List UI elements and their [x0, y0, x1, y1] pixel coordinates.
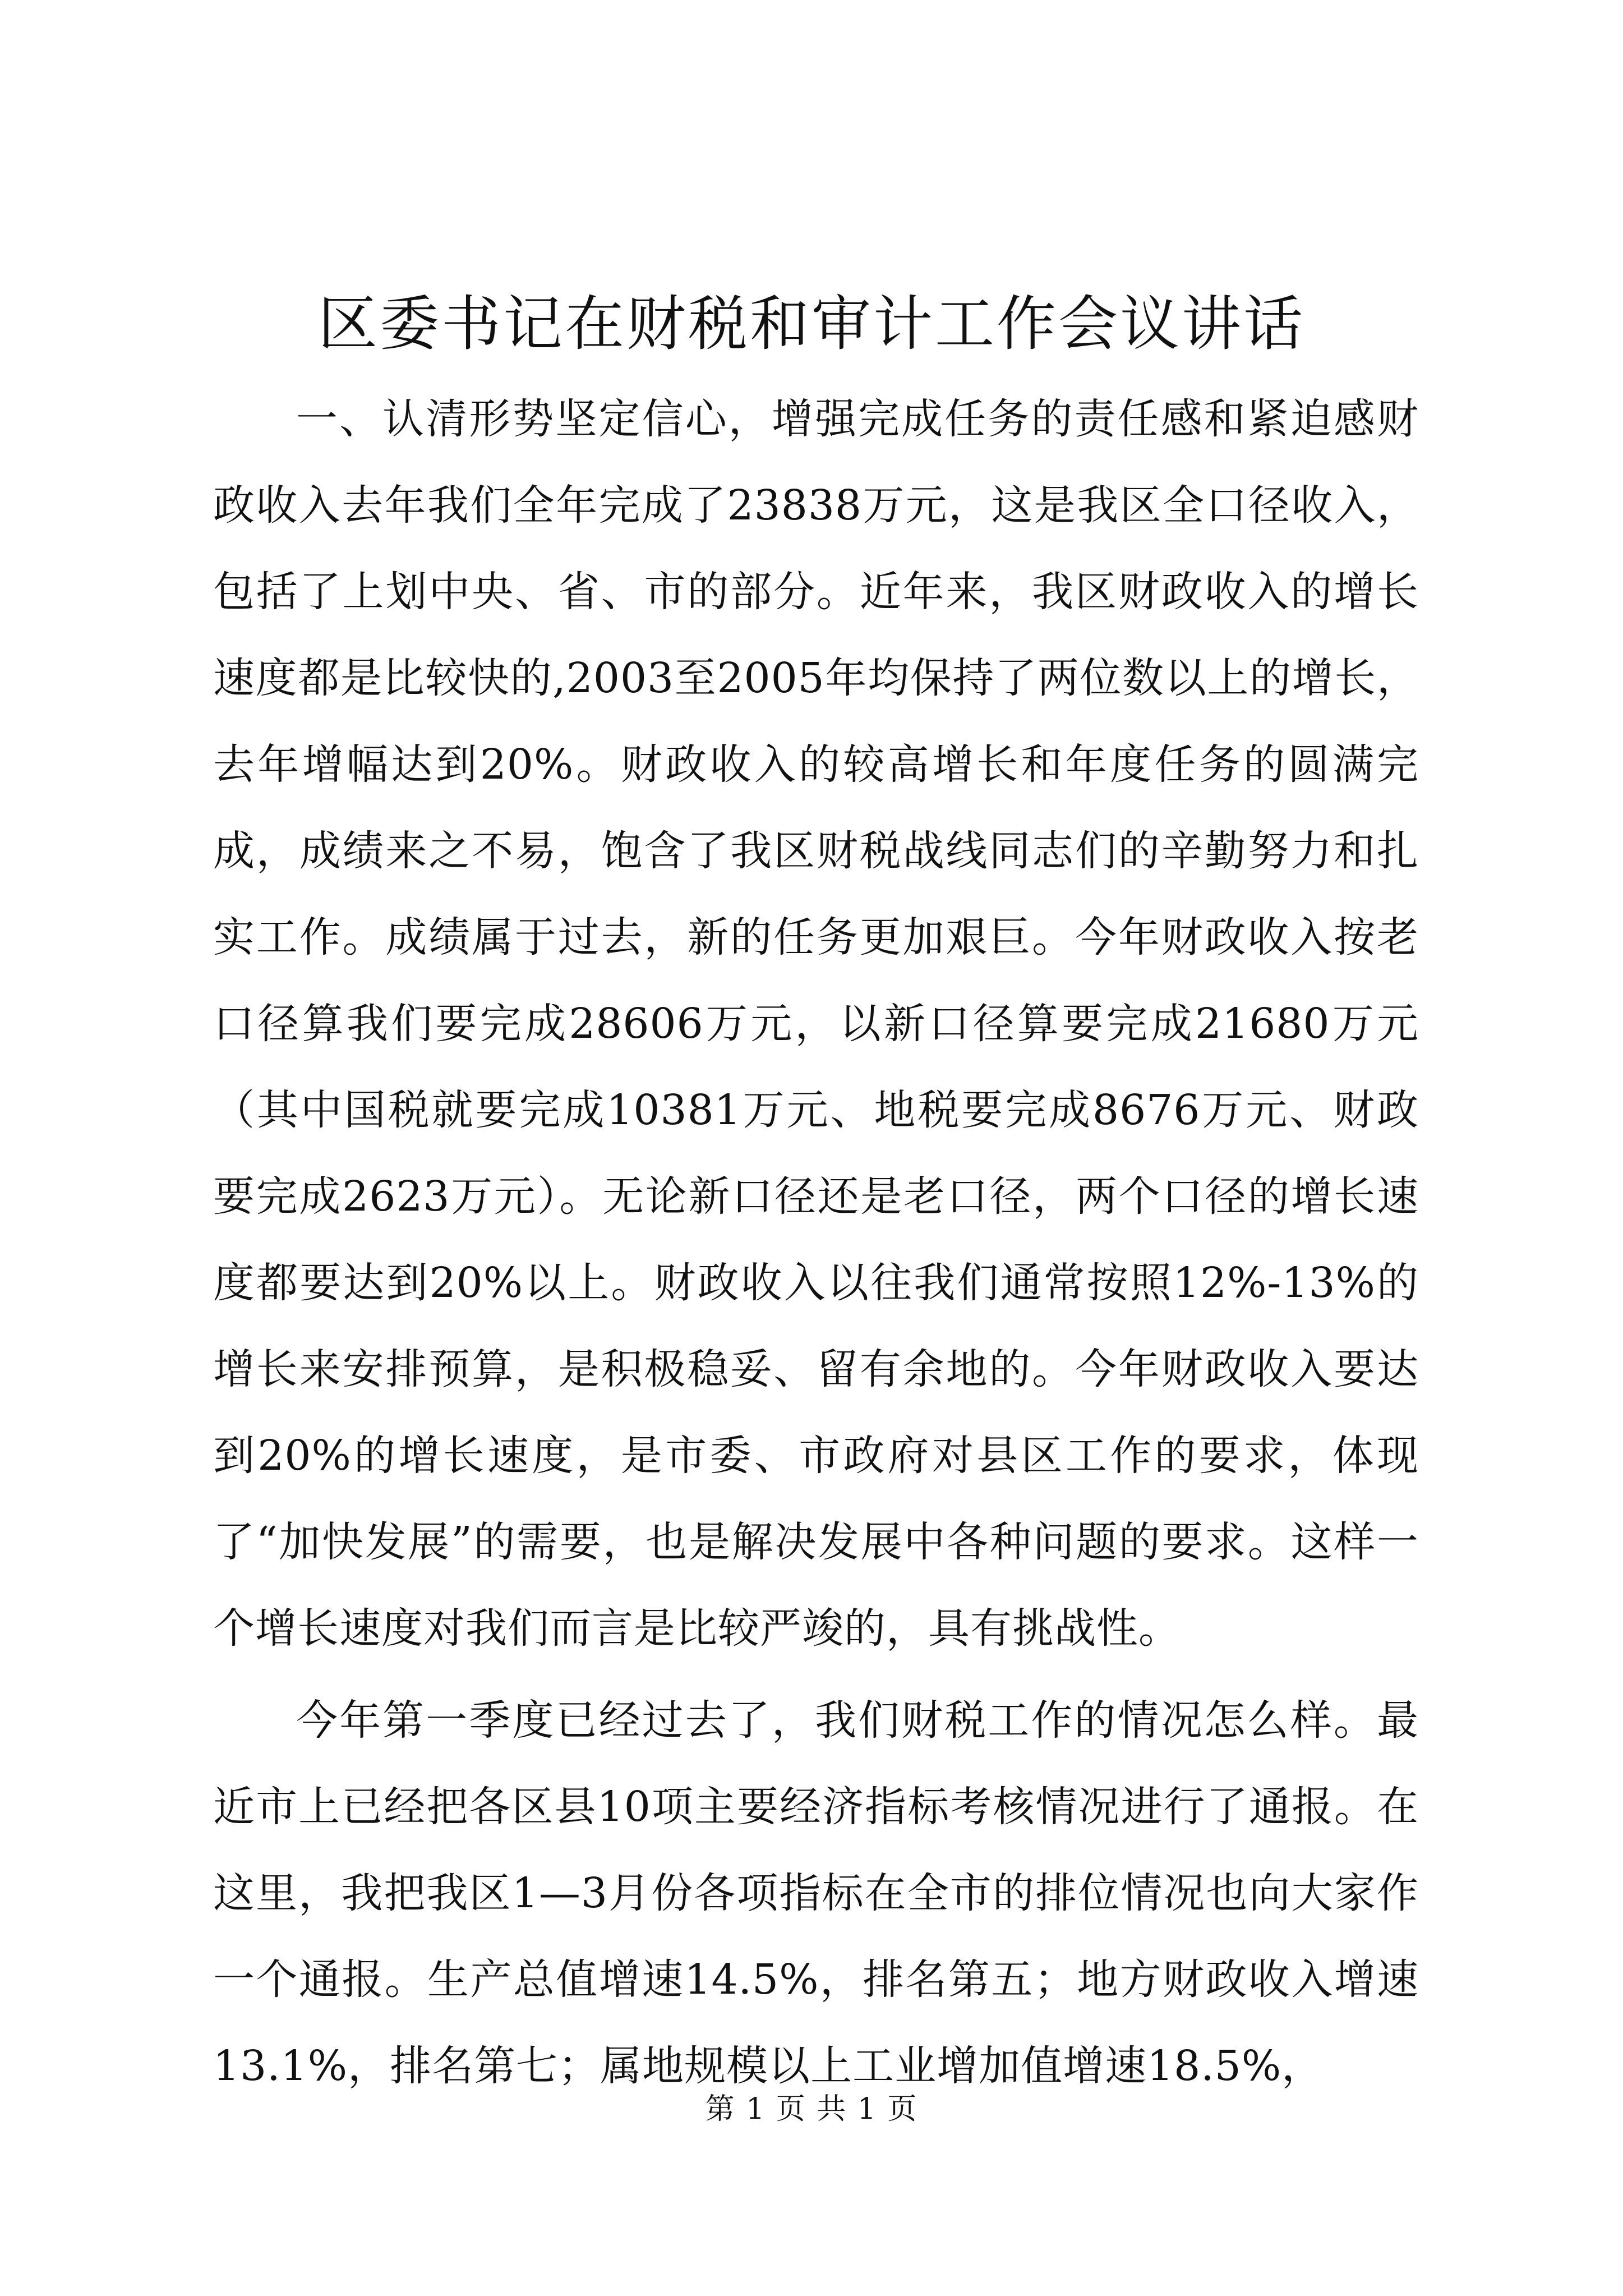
- document-body: [213, 376, 1419, 2109]
- document-title: 区委书记在财税和审计工作会议讲话: [318, 289, 1305, 358]
- paragraph: 一、认清形势坚定信心，增强完成任务的责任感和紧迫感财政收入去年我们全年完成了23838万元，这是我区全口径收入，包括了上划中央、省、市的部分。近年来，我区财政收入的增长速度都是比较快的,2003至2005年均保持了两位数以上的增长，去年增幅达到20%。财政收入的较高增长和年度任务的圆满完成，成绩来之不易，饱含了我区财税战线同志们的辛勤努力和扎实工作。成绩属于过去，新的任务更加艰巨。今年财政收入按老口径算我们要完成28606万元，以新口径算要完成21680万元（其中国税就要完成10381万元、地税要完成8676万元、财政要完成2623万元）。无论新口径还是老口径，两个口径的增长速度都要达到20%以上。财政收入以往我们通常按照12%-13%的增长来安排预算，是积极稳妥、留有余地的。今年财政收入要达到20%的增长速度，是市委、市政府对县区工作的要求，体现了“加快发展”的需要，也是解决发展中各种问题的要求。这样一个增长速度对我们而言是比较严竣的，具有挑战性。: [213, 395, 1419, 1653]
- paragraph: 今年第一季度已经过去了，我们财税工作的情况怎么样。最近市上已经把各区县10项主要经济指标考核情况进行了通报。在这里，我把我区1—3月份各项指标在全市的排位情况也向大家作一个通报。生产总值增速14.5%，排名第五；地方财政收入增速13.1%，排名第七；属地规模以上工业增加值增速18.5%，: [213, 1696, 1419, 2090]
- page-number-footer: 第 1 页 共 1 页: [705, 2092, 918, 2126]
